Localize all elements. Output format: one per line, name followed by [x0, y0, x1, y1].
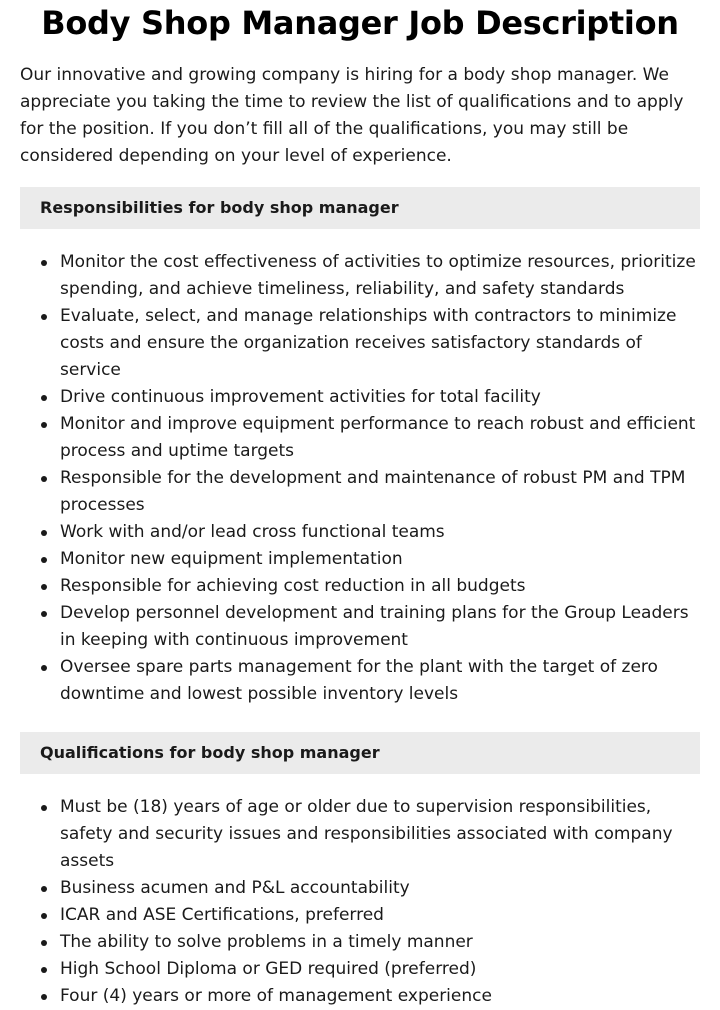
- list-item: [20, 465, 700, 519]
- responsibilities-heading: Responsibilities for body shop manager: [20, 187, 700, 229]
- list-item-text: Responsible for achieving cost reduction in all budgets: [60, 576, 526, 596]
- bullet-icon: [41, 557, 47, 563]
- list-item: [20, 902, 700, 929]
- responsibilities-section: [20, 187, 700, 708]
- bullet-icon: [41, 314, 47, 320]
- list-item-text: Business acumen and P&L accountability: [60, 878, 410, 898]
- list-item: [20, 654, 700, 708]
- bullet-icon: [41, 476, 47, 482]
- list-item: [20, 384, 700, 411]
- list-item-text: Monitor the cost effectiveness of activities to optimize resources, prioritize spending, and achieve timeliness, reliability, and safety standards: [60, 252, 696, 299]
- qualifications-list: [20, 794, 700, 1010]
- list-item: [20, 519, 700, 546]
- list-item: [20, 249, 700, 303]
- bullet-icon: [41, 611, 47, 617]
- qualifications-heading: Qualifications for body shop manager: [20, 732, 700, 774]
- list-item-text: Drive continuous improvement activities for total facility: [60, 387, 541, 407]
- intro-paragraph: Our innovative and growing company is hiring for a body shop manager. We appreciate you taking the time to review the list of qualifications and to apply for the position. If you don’t fill all of the qualifications, you may still be considered depending on your level of experience.: [20, 65, 684, 166]
- bullet-icon: [41, 913, 47, 919]
- list-item: [20, 411, 700, 465]
- bullet-icon: [41, 805, 47, 811]
- responsibilities-list: [20, 249, 700, 708]
- list-item: [20, 573, 700, 600]
- bullet-icon: [41, 584, 47, 590]
- bullet-icon: [41, 422, 47, 428]
- list-item: [20, 546, 700, 573]
- list-item-text: Evaluate, select, and manage relationships with contractors to minimize costs and ensure the organization receives satisfactory standards of service: [60, 306, 677, 380]
- list-item: [20, 875, 700, 902]
- list-item-text: The ability to solve problems in a timely manner: [60, 932, 473, 952]
- bullet-icon: [41, 886, 47, 892]
- list-item: [20, 929, 700, 956]
- list-item: [20, 956, 700, 983]
- bullet-icon: [41, 530, 47, 536]
- list-item-text: High School Diploma or GED required (preferred): [60, 959, 477, 979]
- list-item-text: Monitor and improve equipment performance to reach robust and efficient process and uptime targets: [60, 414, 696, 461]
- qualifications-section: [20, 732, 700, 1010]
- list-item: [20, 794, 700, 875]
- list-item-text: Develop personnel development and training plans for the Group Leaders in keeping with continuous improvement: [60, 603, 689, 650]
- list-item-text: Must be (18) years of age or older due to supervision responsibilities, safety and security issues and responsibilities associated with company assets: [60, 797, 673, 871]
- list-item-text: ICAR and ASE Certifications, preferred: [60, 905, 384, 925]
- bullet-icon: [41, 967, 47, 973]
- bullet-icon: [41, 994, 47, 1000]
- bullet-icon: [41, 940, 47, 946]
- bullet-icon: [41, 395, 47, 401]
- page-title: Body Shop Manager Job Description: [41, 4, 679, 42]
- list-item-text: Work with and/or lead cross functional teams: [60, 522, 445, 542]
- list-item: [20, 303, 700, 384]
- list-item-text: Oversee spare parts management for the plant with the target of zero downtime and lowest possible inventory levels: [60, 657, 658, 704]
- list-item: [20, 983, 700, 1010]
- bullet-icon: [41, 260, 47, 266]
- list-item-text: Four (4) years or more of management experience: [60, 986, 492, 1006]
- bullet-icon: [41, 665, 47, 671]
- list-item: [20, 600, 700, 654]
- list-item-text: Monitor new equipment implementation: [60, 549, 403, 569]
- list-item-text: Responsible for the development and maintenance of robust PM and TPM processes: [60, 468, 686, 515]
